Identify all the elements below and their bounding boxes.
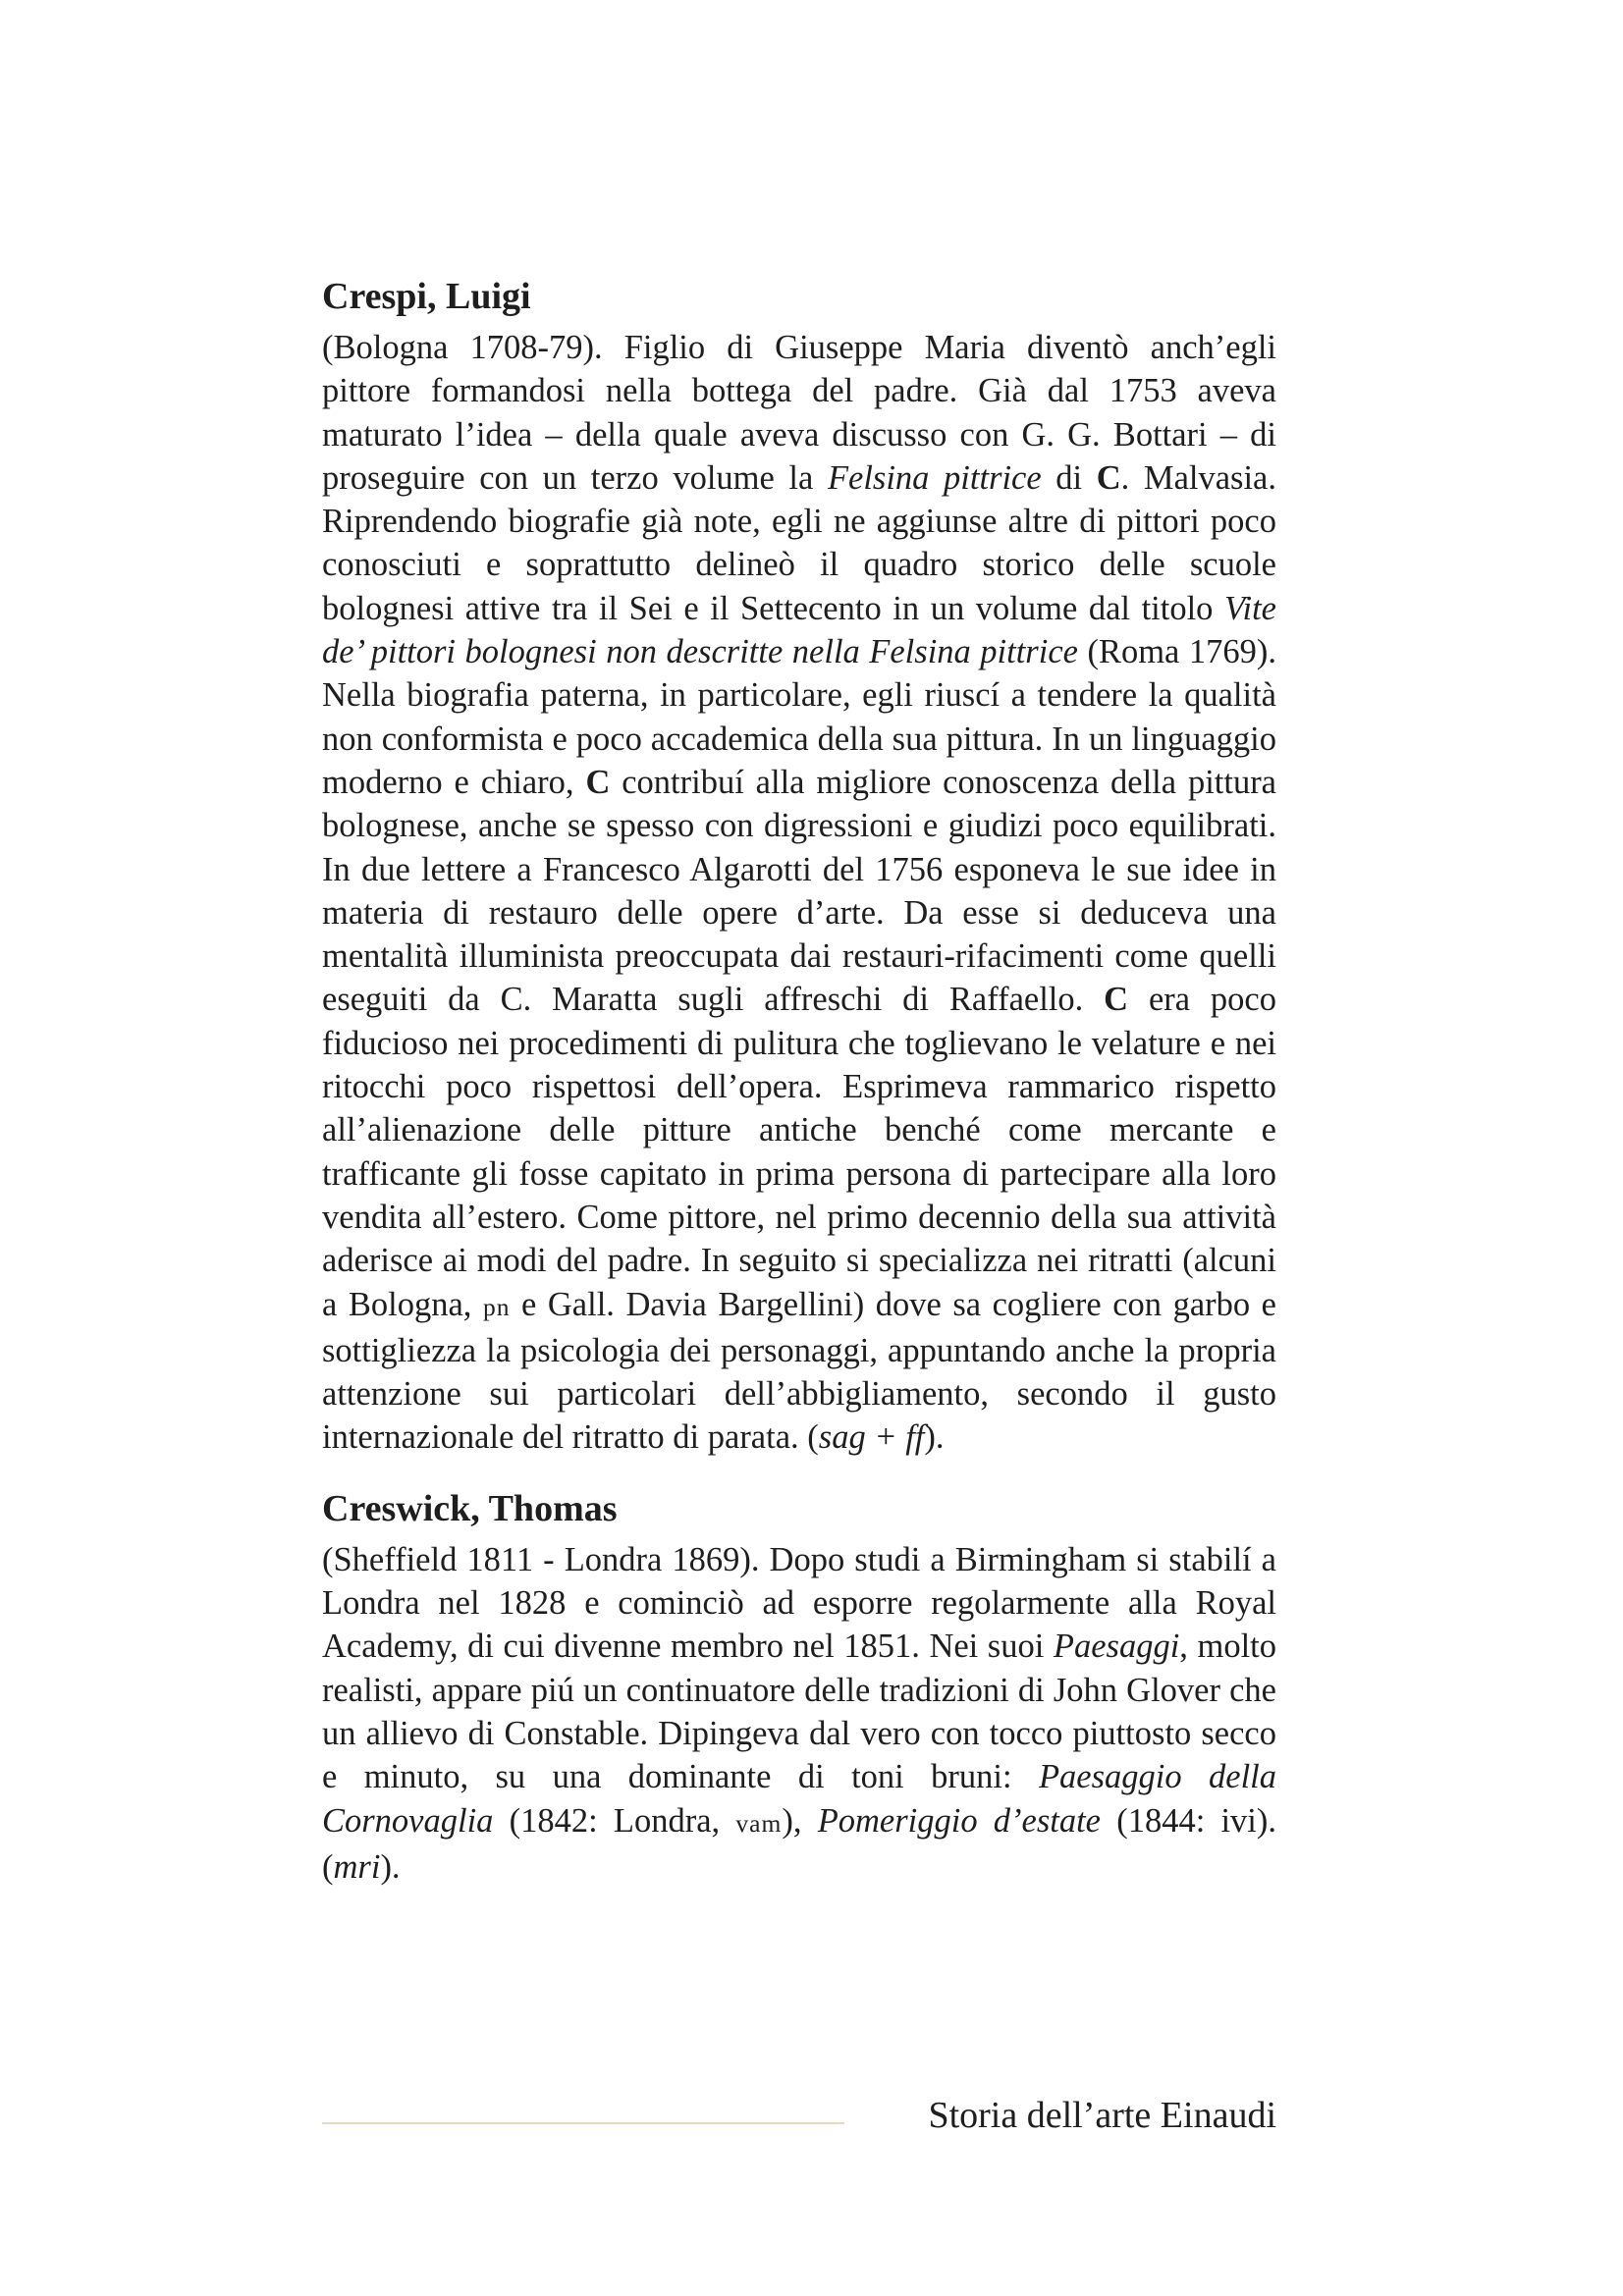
text-run: , molto realisti, appare piú un continuatore delle tradizioni di John Glover che un allievo di Constable. Dipingeva dal vero con tocco piuttosto secco e minuto, su una dominante di toni bruni: — [322, 1628, 1276, 1796]
title-italic: mri — [333, 1847, 381, 1886]
abbreviation: pn — [482, 1292, 511, 1321]
title-italic: sag + ff — [818, 1418, 925, 1457]
text-run: ). — [924, 1418, 945, 1457]
text-run: . Malvasia. Riprendendo biografie già note, egli ne aggiunse altre di pittori poco conosciuti e soprattutto delineò il quadro storico delle scuole bolognesi attive tra il Sei e il Settecento in un volume dal titolo — [322, 458, 1276, 627]
text-run: (Roma 1769). Nella biografia paterna, in particolare, egli riuscí a tendere la qualità non conformista e poco accademica della sua pittura. In un linguaggio moderno e chiaro, — [322, 633, 1277, 801]
title-italic: Vite de’ pittori bolognesi non descritte nella Felsina pittrice — [322, 589, 1276, 671]
subject-initial: C — [1096, 458, 1121, 497]
entry-crespi-luigi — [322, 269, 1276, 1460]
title-italic: Pomeriggio d’estate — [817, 1801, 1101, 1840]
text-run: (1842: Londra, — [493, 1801, 736, 1840]
text-run: (Bologna 1708-79). Figlio di Giuseppe Maria diventò anch’egli pittore formandosi nella bottega del padre. Già dal 1753 aveva maturato l’idea – della quale aveva discusso con G. G. Bottari – di proseguire con un terzo volume la — [322, 329, 1276, 497]
text-run: di — [1041, 458, 1097, 497]
text-run: e Gall. Davia Bargellini) dove sa cogliere con garbo e sottigliezza la psicologia dei personaggi, appuntando anche la propria attenzione sui particolari dell’abbigliamento, secondo il gusto internazionale del ritratto di parata. ( — [322, 1285, 1276, 1457]
entry-body — [322, 326, 1276, 1460]
text-run: era poco fiducioso nei procedimenti di pulitura che toglievano le velature e nei ritocchi poco rispettosi dell’opera. Esprimeva rammarico rispetto all’alienazione delle pitture antiche benché come mercante e trafficante gli fosse capitato in prima persona di partecipare alla loro vendita all’estero. Come pittore, nel primo decennio della sua attività aderisce ai modi del padre. In seguito si specializza nei ritratti (alcuni a Bologna, — [322, 981, 1276, 1323]
text-run: ), — [782, 1801, 818, 1840]
title-italic: Felsina pittrice — [827, 458, 1042, 497]
title-italic: Paesaggi — [1053, 1628, 1180, 1666]
subject-initial: C — [1104, 981, 1129, 1019]
page-footer — [322, 2091, 1276, 2140]
entry-title: Creswick, Thomas — [322, 1487, 618, 1529]
text-run: (Sheffield 1811 - Londra 1869). Dopo studi a Birmingham si stabilí a Londra nel 1828 e cominciò ad esporre regolarmente alla Royal Academy, di cui divenne membro nel 1851. Nei suoi — [322, 1540, 1276, 1666]
text-run: contribuí alla migliore conoscenza della pittura bolognese, anche se spesso con digressioni e giudizi poco equilibrati. In due lettere a Francesco Algarotti del 1756 esponeva le sue idee in materia di restauro delle opere d’arte. Da esse si deduceva una mentalità illuminista preoccupata dai restauri-rifacimenti come quelli eseguiti da C. Maratta sugli affreschi di Raffaello. — [322, 763, 1276, 1019]
text-run: ). — [380, 1847, 401, 1886]
text-run: (1844: ivi). ( — [322, 1801, 1277, 1886]
entry-title: Crespi, Luigi — [322, 276, 531, 317]
footer-rule — [322, 2122, 844, 2124]
page-content — [322, 269, 1276, 1889]
footer-publisher: Storia dell’arte Einaudi — [928, 2095, 1276, 2136]
entry-creswick-thomas — [322, 1481, 1276, 1889]
subject-initial: C — [585, 763, 611, 801]
abbreviation: vam — [735, 1808, 783, 1838]
entry-body — [322, 1538, 1276, 1889]
title-italic: Paesaggio della Cornovaglia — [322, 1758, 1276, 1840]
